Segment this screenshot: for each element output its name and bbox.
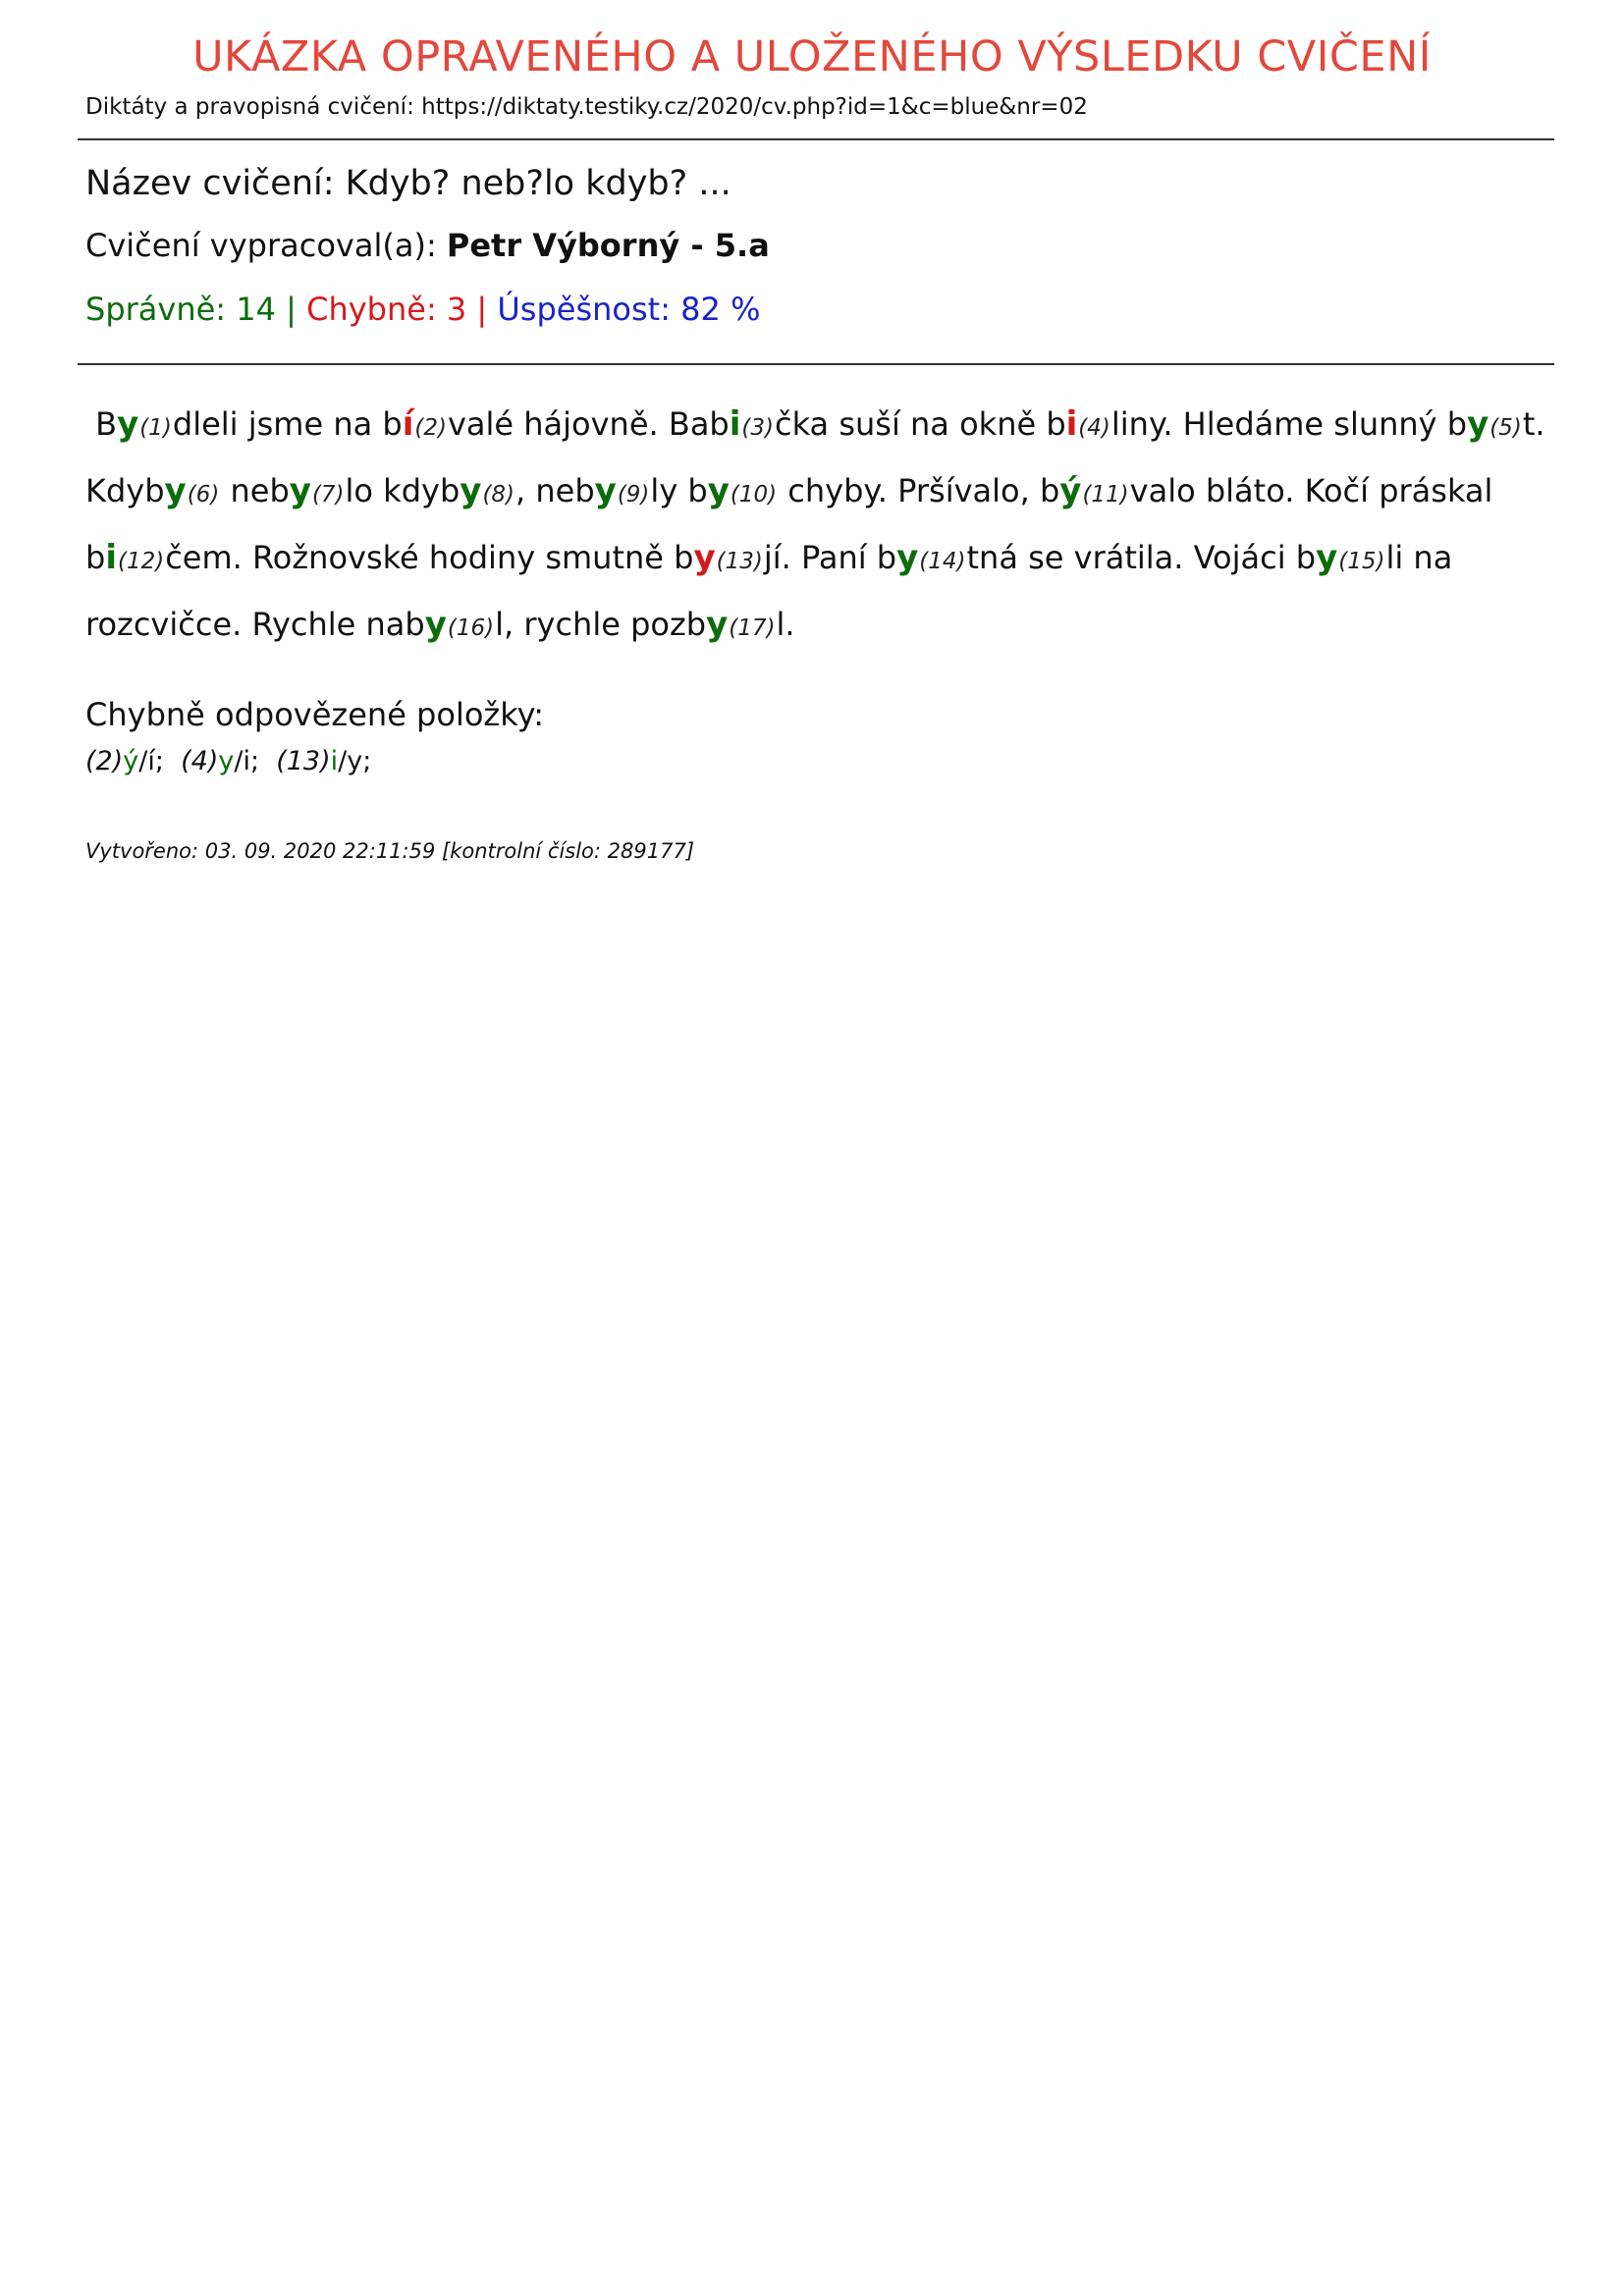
author-name: Petr Výborný - 5.a	[446, 227, 770, 264]
gap-number: (14)	[919, 549, 966, 574]
wrong-item	[85, 746, 164, 776]
wrong-item-given: /i;	[234, 746, 260, 776]
text-fragment: chyby. Pršívalo, b	[778, 472, 1060, 509]
gap-answer-11: ý	[1059, 471, 1082, 510]
gap-number: (5)	[1489, 415, 1522, 441]
gap-answer-16: y	[424, 605, 447, 644]
wrong-item-given: /y;	[338, 746, 372, 776]
gap-answer-3: i	[729, 404, 741, 444]
gap-number: (15)	[1338, 549, 1385, 574]
gap-number: (8)	[482, 482, 515, 507]
gap-answer-10: y	[707, 471, 730, 510]
divider-top	[78, 138, 1554, 140]
gap-number: (16)	[447, 615, 495, 641]
gap-answer-9: y	[594, 471, 617, 510]
gap-answer-15: y	[1316, 538, 1338, 577]
gap-number: (10)	[730, 482, 778, 507]
text-fragment: valo bláto. Kočí práskal b	[85, 472, 1493, 576]
gap-number: (9)	[617, 482, 650, 507]
exercise-author	[85, 224, 770, 267]
gap-answer-4: i	[1065, 404, 1078, 444]
gap-answer-12: i	[105, 538, 117, 577]
wrong-item-number: (2)	[85, 746, 124, 776]
text-fragment: l, rychle pozb	[495, 606, 707, 643]
gap-number: (12)	[117, 549, 165, 574]
gap-answer-6: y	[164, 471, 187, 510]
gap-number: (17)	[729, 615, 776, 641]
gap-number: (11)	[1082, 482, 1129, 507]
text-fragment: jí. Paní b	[763, 539, 897, 576]
gap-answer-1: y	[117, 404, 139, 444]
exercise-name: Název cvičení: Kdyb? neb?lo kdyb? ...	[85, 164, 731, 203]
gap-number: (13)	[716, 549, 763, 574]
text-fragment: ly b	[650, 472, 708, 509]
wrong-item-number: (4)	[181, 746, 219, 776]
wrong-item	[181, 746, 259, 776]
score-separator: |	[286, 291, 297, 328]
wrong-item	[276, 746, 371, 776]
page-title: UKÁZKA OPRAVENÉHO A ULOŽENÉHO VÝSLEDKU CVIČENÍ	[192, 32, 1432, 81]
gap-answer-14: y	[896, 538, 919, 577]
score-separator: |	[476, 291, 488, 328]
wrong-item-correct: ý	[123, 746, 139, 776]
text-fragment: neb	[220, 472, 290, 509]
text-fragment: B	[95, 405, 118, 443]
text-fragment: tná se vrátila. Vojáci b	[966, 539, 1317, 576]
gap-answer-13: y	[693, 538, 716, 577]
gap-number: (4)	[1078, 415, 1110, 441]
text-fragment: čem. Rožnovské hodiny smutně b	[165, 539, 694, 576]
text-fragment: čka suší na okně b	[774, 405, 1066, 443]
source-line: Diktáty a pravopisná cvičení: https://diktaty.testiky.cz/2020/cv.php?id=1&c=blue&nr=02	[85, 94, 1088, 120]
text-fragment: , neb	[515, 472, 595, 509]
text-fragment: valé hájovně. Bab	[447, 405, 730, 443]
text-fragment: t. Kdyb	[85, 405, 1545, 509]
wrong-items-heading: Chybně odpovězené položky:	[85, 696, 544, 733]
wrong-item-number: (13)	[276, 746, 331, 776]
wrong-item-correct: i	[330, 746, 339, 776]
score-correct: Správně: 14	[85, 291, 276, 328]
author-label: Cvičení vypracoval(a):	[85, 227, 437, 264]
gap-answer-5: y	[1467, 404, 1489, 444]
text-fragment: li na rozcvičce. Rychle nab	[85, 539, 1453, 643]
gap-answer-8: y	[460, 471, 482, 510]
wrong-item-correct: y	[218, 746, 235, 776]
created-timestamp: Vytvořeno: 03. 09. 2020 22:11:59 [kontrolní číslo: 289177]	[85, 839, 695, 863]
gap-answer-7: y	[289, 471, 311, 510]
wrong-item-given: /í;	[138, 746, 164, 776]
exercise-text	[85, 393, 1548, 660]
text-fragment: dleli jsme na b	[172, 405, 403, 443]
text-fragment: liny. Hledáme slunný b	[1110, 405, 1468, 443]
gap-number: (1)	[139, 415, 172, 441]
divider-middle	[78, 363, 1554, 365]
text-fragment: lo kdyb	[345, 472, 460, 509]
gap-answer-17: y	[706, 605, 729, 644]
text-fragment: l.	[776, 606, 795, 643]
gap-number: (6)	[187, 482, 220, 507]
gap-answer-2: í	[402, 404, 414, 444]
gap-number: (3)	[741, 415, 774, 441]
gap-number: (7)	[311, 482, 345, 507]
score-success: Úspěšnost: 82 %	[497, 291, 761, 328]
score-wrong: Chybně: 3	[306, 291, 467, 328]
score-line	[85, 288, 760, 331]
wrong-items-list	[85, 744, 371, 779]
gap-number: (2)	[414, 415, 447, 441]
